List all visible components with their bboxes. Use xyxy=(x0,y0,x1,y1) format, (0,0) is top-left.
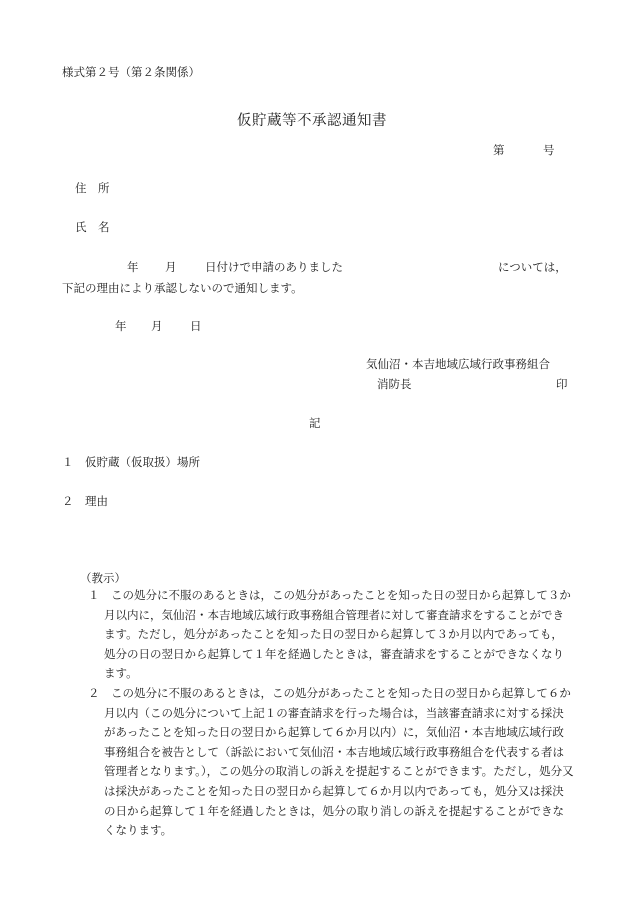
body-tsuki: 月 xyxy=(165,260,177,274)
ki-heading: 記 xyxy=(309,416,321,430)
instruction-body xyxy=(88,586,574,841)
address-label: 住 所 xyxy=(75,181,110,195)
body-line-2: 下記の理由により承認しないので通知します。 xyxy=(62,281,303,295)
body-application-text: 日付けで申請のありました xyxy=(205,260,343,274)
issuer-title: 消防長 xyxy=(377,377,412,391)
instruction-heading: （教示） xyxy=(80,571,126,585)
issuer-organization: 気仙沼・本吉地域広域行政事務組合 xyxy=(366,357,550,371)
body-nen: 年 xyxy=(127,260,139,274)
instruction-paragraph-1: １ この処分に不服のあるときは，この処分があったことを知った日の翌日から起算して３か月以内に，気仙沼・本吉地域広域行政事務組合管理者に対して審査請求をすることができます。ただし，処分があったことを知った日の翌日から起算して３か月以内であっても，処分の日の翌日から起算して１年を経過したときは，審査請求をすることができなくなります。 xyxy=(88,588,571,681)
body-ni-tsuite: については， xyxy=(498,260,567,274)
number-dai: 第 xyxy=(493,143,505,157)
instruction-paragraph-2: ２ この処分に不服のあるときは，この処分があったことを知った日の翌日から起算して６か月以内（この処分について上記１の審査請求を行った場合は，当該審査請求に対する採決があったことを知った日の翌日から起算して６か月以内）に，気仙沼・本吉地域広域行政事務組合を被告として（訴訟において気仙沼・本吉地域広域行政事務組合を代表する者は管理者となります。），この処分の取消しの訴えを提起することができます。ただし，処分又は採決があったことを知った日の翌日から起算して６か月以内であっても，処分又は採決の日から起算して１年を経過したときは，処分の取り消しの訴えを提起することができなくなります。 xyxy=(88,685,574,838)
form-number: 様式第２号（第２条関係） xyxy=(62,65,200,79)
item-location: １ 仮貯蔵（仮取扱）場所 xyxy=(62,455,200,469)
date-tsuki: 月 xyxy=(151,319,163,333)
number-go: 号 xyxy=(543,143,555,157)
item-reason: ２ 理由 xyxy=(62,494,108,508)
document-title: 仮貯蔵等不承認通知書 xyxy=(237,113,387,129)
date-hi: 日 xyxy=(190,319,202,333)
date-nen: 年 xyxy=(115,319,127,333)
seal-mark: 印 xyxy=(556,377,568,391)
name-label: 氏 名 xyxy=(75,220,110,234)
